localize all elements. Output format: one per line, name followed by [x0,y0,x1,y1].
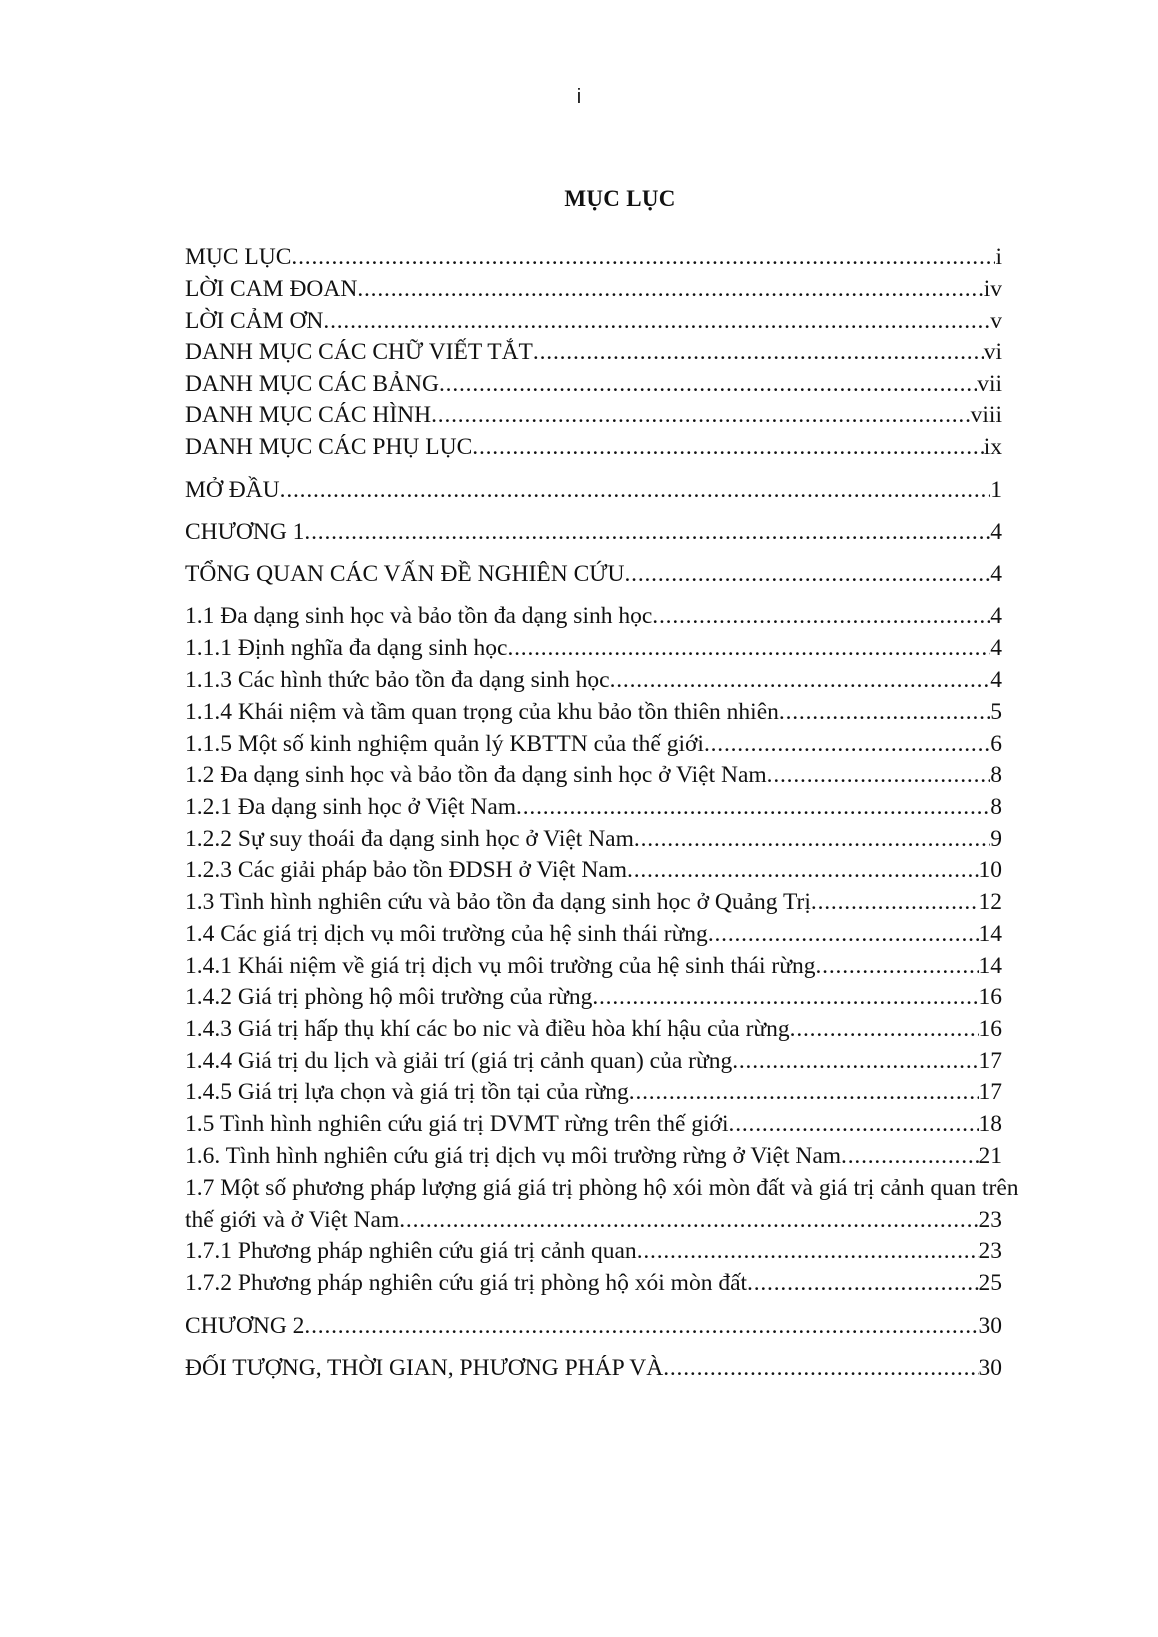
toc-entry[interactable] [185,273,1002,305]
toc-entry-page: i [995,244,1002,270]
toc-entry-text: 1.2.2 Sự suy thoái đa dạng sinh học ở Việt Nam [185,826,634,852]
toc-entry[interactable] [185,1310,1002,1342]
toc-entry-text: ĐỐI TƯỢNG, THỜI GIAN, PHƯƠNG PHÁP VÀ [185,1355,664,1381]
toc-entry[interactable] [185,728,1002,760]
toc-entry-page: 23 [978,1238,1002,1264]
toc-entry-page: vii [977,371,1002,397]
dot-leader [841,1140,978,1172]
toc-entry-text: 1.5 Tình hình nghiên cứu giá trị DVMT rừng trên thế giới [185,1111,729,1137]
toc-entry-text: CHƯƠNG 1 [185,519,305,545]
toc-entry-page: 8 [990,794,1002,820]
toc-entry[interactable] [185,886,1002,918]
dot-leader [767,759,991,791]
toc-entry-text: 1.4.5 Giá trị lựa chọn và giá trị tồn tại của rừng [185,1079,629,1105]
toc-entry-text: MỤC LỤC [185,244,292,270]
toc-entry-page: 4 [990,603,1002,629]
toc-entry-text: CHƯƠNG 2 [185,1313,305,1339]
toc-entry-text: 1.7.2 Phương pháp nghiên cứu giá trị phòng hộ xói mòn đất [185,1270,748,1296]
dot-leader [779,696,990,728]
toc-entry-text: MỞ ĐẦU [185,477,280,503]
dot-leader [439,368,977,400]
toc-entry-text: 1.1 Đa dạng sinh học và bảo tồn đa dạng sinh học [185,603,653,629]
toc-entry-text: 1.1.1 Định nghĩa đa dạng sinh học [185,635,508,661]
dot-leader [304,1310,978,1342]
toc-entry[interactable] [185,1108,1002,1140]
toc-entry-page: 25 [978,1270,1002,1296]
toc-entry-text: 1.3 Tình hình nghiên cứu và bảo tồn đa dạng sinh học ở Quảng Trị [185,889,811,915]
toc-entry-page: v [990,308,1002,334]
dot-leader [629,1076,979,1108]
toc-entry[interactable] [185,854,1002,886]
dot-leader [747,1267,978,1299]
toc-entry[interactable] [185,981,1002,1013]
toc-entry-text: TỔNG QUAN CÁC VẤN ĐỀ NGHIÊN CỨU [185,561,625,587]
toc-entry-page: 4 [990,561,1002,587]
toc-entry-text: LỜI CAM ĐOAN [185,276,358,302]
toc-entry-page: 18 [978,1111,1002,1137]
toc-entry-text: LỜI CẢM ƠN [185,308,324,334]
toc-entry[interactable] [185,336,1002,368]
dot-leader [472,431,983,463]
toc-entry[interactable] [185,759,1002,791]
toc-entry[interactable] [185,1267,1002,1299]
dot-leader [637,1235,979,1267]
toc-entry-page: 6 [990,731,1002,757]
toc-entry-text: 1.4.4 Giá trị du lịch và giải trí (giá trị cảnh quan) của rừng [185,1048,733,1074]
toc-entry[interactable] [185,1013,1002,1045]
dot-leader [399,1204,978,1236]
dot-leader [592,981,978,1013]
toc-entry[interactable] [185,950,1002,982]
toc-entry-page: 12 [978,889,1002,915]
toc-entry-page: 17 [978,1048,1002,1074]
toc-entry-text: 1.1.3 Các hình thức bảo tồn đa dạng sinh học [185,667,610,693]
toc-entry-page: 4 [990,519,1002,545]
dot-leader [708,918,979,950]
toc-entry[interactable] [185,368,1002,400]
toc-entry-page: 30 [978,1313,1002,1339]
toc-entry[interactable] [185,1235,1002,1267]
toc-entry[interactable] [185,664,1002,696]
toc-entry-text: DANH MỤC CÁC PHỤ LỤC [185,434,473,460]
dot-leader [323,305,990,337]
dot-leader [610,664,991,696]
toc-entry-text: 1.2.3 Các giải pháp bảo tồn ĐDSH ở Việt Nam [185,857,628,883]
toc-entry-page: 1 [990,477,1002,503]
dot-leader [357,273,983,305]
toc-entry-page: 8 [990,762,1002,788]
toc-entry[interactable] [185,600,1002,632]
toc-entry-page: 17 [978,1079,1002,1105]
toc-entry-page: viii [970,402,1002,428]
toc-entry-page: 9 [990,826,1002,852]
toc-entry-page: 23 [978,1207,1002,1233]
toc-entry[interactable] [185,431,1002,463]
toc-entry[interactable] [185,791,1002,823]
toc-entry-text: 1.1.4 Khái niệm và tầm quan trọng của khu bảo tồn thiên nhiên [185,699,779,725]
toc-entry[interactable] [185,1045,1002,1077]
dot-leader [624,558,990,590]
toc-entry[interactable] [185,632,1002,664]
dot-leader [790,1013,979,1045]
toc-entry-page: 10 [978,857,1002,883]
toc-entry-text: 1.7 Một số phương pháp lượng giá giá trị phòng hộ xói mòn đất và giá trị cảnh quan trên [185,1175,1019,1201]
dot-leader [533,336,984,368]
toc-entry-text: DANH MỤC CÁC BẢNG [185,371,439,397]
toc-entry-text: 1.4 Các giá trị dịch vụ môi trường của hệ sinh thái rừng [185,921,708,947]
toc-entry[interactable] [185,1172,1045,1236]
dot-leader [732,1045,978,1077]
toc-entry-page: 21 [978,1143,1002,1169]
dot-leader [431,399,971,431]
dot-leader [663,1352,978,1384]
toc-entry[interactable] [185,823,1002,855]
toc-entry[interactable] [185,696,1002,728]
dot-leader [280,474,991,506]
toc-entry[interactable] [185,918,1002,950]
toc-entry[interactable] [185,516,1002,548]
toc-entry[interactable] [185,1140,1002,1172]
toc-entry-page: 16 [978,984,1002,1010]
toc-entry-page: 5 [990,699,1002,725]
toc-entry-text: 1.4.3 Giá trị hấp thụ khí các bo nic và điều hòa khí hậu của rừng [185,1016,790,1042]
dot-leader [816,950,979,982]
toc-entry-page: ix [983,434,1002,460]
toc-title: MỤC LỤC [564,186,676,211]
toc-entry[interactable] [185,241,1002,273]
toc-entry[interactable] [185,399,1002,431]
dot-leader [729,1108,979,1140]
toc-entry-text: 1.6. Tình hình nghiên cứu giá trị dịch vụ môi trường rừng ở Việt Nam [185,1143,842,1169]
toc-entry-text: DANH MỤC CÁC HÌNH [185,402,432,428]
toc-entry-text: 1.4.2 Giá trị phòng hộ môi trường của rừng [185,984,593,1010]
toc-entry-text: DANH MỤC CÁC CHỮ VIẾT TẮT [185,339,533,365]
dot-leader [507,632,990,664]
toc-entry-text-continued: thế giới và ở Việt Nam [185,1207,400,1233]
toc-entry[interactable] [185,305,1002,337]
toc-entry-page: vi [983,339,1002,365]
toc-entry-page: 4 [990,667,1002,693]
dot-leader [704,728,990,760]
dot-leader [516,791,990,823]
dot-leader [634,823,990,855]
toc-entry[interactable] [185,1352,1002,1384]
toc-entry[interactable] [185,474,1002,506]
dot-leader [304,516,990,548]
dot-leader [291,241,995,273]
page-number: i [576,86,582,108]
toc-entry-text: 1.2 Đa dạng sinh học và bảo tồn đa dạng sinh học ở Việt Nam [185,762,767,788]
dot-leader [652,600,990,632]
toc-entry[interactable] [185,558,1002,590]
toc-entry-page: iv [983,276,1002,302]
toc-entry-text: 1.2.1 Đa dạng sinh học ở Việt Nam [185,794,517,820]
toc-entry[interactable] [185,1076,1002,1108]
toc-entry-page: 16 [978,1016,1002,1042]
toc-entry-text: 1.7.1 Phương pháp nghiên cứu giá trị cảnh quan [185,1238,637,1264]
toc-entry-page: 14 [978,921,1002,947]
toc-entry-page: 30 [978,1355,1002,1381]
dot-leader [811,886,979,918]
toc-entry-text: 1.1.5 Một số kinh nghiệm quản lý KBTTN của thế giới [185,731,704,757]
toc-entry-page: 4 [990,635,1002,661]
toc-entry-page: 14 [978,953,1002,979]
toc-entry-text: 1.4.1 Khái niệm về giá trị dịch vụ môi trường của hệ sinh thái rừng [185,953,816,979]
dot-leader [627,854,978,886]
